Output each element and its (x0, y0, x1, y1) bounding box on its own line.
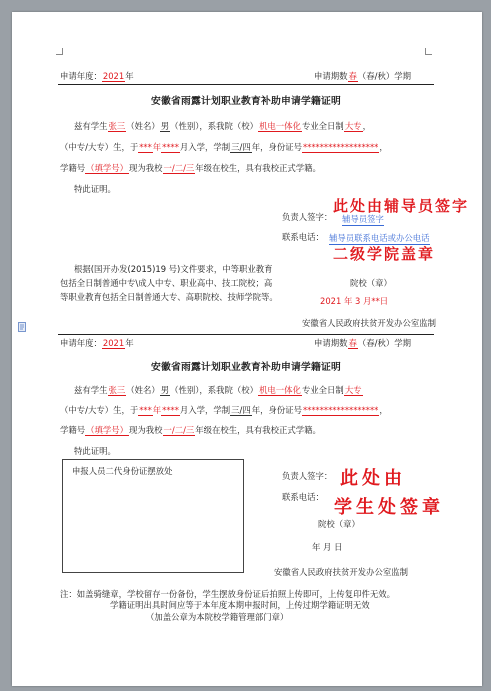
overlay-student-office-sign: 此处由 (340, 468, 406, 489)
contact-hint: 辅导员联系电话或办公电话 (329, 233, 430, 243)
form-line-3: 学籍号（填学号）现为我校一/二/三年级在校生，具有我校正式学籍。 (60, 163, 321, 173)
supervisor-label: 安徽省人民政府扶贫开发办公室监制 (274, 567, 408, 577)
overlay-student-office-seal: 学生处签章 (334, 497, 444, 518)
application-period: 申请期数春（春/秋）学期 (314, 71, 411, 81)
header-rule (58, 84, 434, 85)
contact-field: 联系电话： (282, 492, 324, 502)
signer-field: 负责人签字： (282, 471, 333, 481)
form-line-2: （中专/大专）生，于***年****月入学，学制三/四年，身份证号******************， (60, 405, 388, 415)
signer-hint: 辅导员签字 (342, 214, 384, 224)
contact-field: 联系电话： (282, 232, 324, 242)
application-year: 申请年度：2021年 (60, 338, 134, 348)
school-seal-label: 院校（章） (318, 519, 360, 529)
form-line-3: 学籍号（填学号）现为我校一/二/三年级在校生，具有我校正式学籍。 (60, 425, 321, 435)
overlay-college-seal: 二级学院盖章 (333, 245, 436, 263)
supervisor-label: 安徽省人民政府扶贫开发办公室监制 (302, 318, 436, 328)
crop-mark (56, 48, 63, 55)
policy-line-3: 等职业教育包括全日制普通大专、高职院校、技师学院等。 (60, 292, 278, 302)
id-card-photo-label: 申报人员二代身份证摆放处 (72, 466, 173, 476)
certify-text: 特此证明。 (74, 446, 116, 456)
document-page (12, 12, 482, 686)
paragraph-icon (18, 322, 28, 333)
issue-date: 2021 年 3 月**日 (320, 296, 389, 306)
section-divider (58, 334, 434, 335)
form-title: 安徽省雨露计划职业教育补助申请学籍证明 (151, 96, 341, 107)
note-line-3: （加盖公章为本院校学籍管理部门章） (146, 612, 289, 622)
note-line-1: 注：如盖骑缝章，学校留存一份备份，学生摆放身份证后拍照上传即可，上传复印件无效。 (60, 589, 395, 599)
policy-line-1: 根据(国开办发(2015)19 号)文件要求，中等职业教育 (74, 264, 273, 274)
crop-mark (425, 48, 432, 55)
certify-text: 特此证明。 (74, 184, 116, 194)
form-title: 安徽省雨露计划职业教育补助申请学籍证明 (151, 362, 341, 373)
id-card-photo-box (62, 459, 244, 573)
policy-line-2: 包括全日制普通中专\成人中专、职业高中、技工院校；高 (60, 278, 273, 288)
form-line-2: （中专/大专）生，于***年****月入学，学制三/四年，身份证号******************， (60, 142, 388, 152)
school-seal-label: 院校（章） (350, 278, 392, 288)
issue-date: 年 月 日 (312, 542, 343, 552)
note-line-2: 学籍证明出具时间应等于本年度本期申报时间，上传过期学籍证明无效 (110, 600, 370, 610)
form-line-1: 兹有学生张三（姓名）男（性别），系我院（校）机电一体化专业全日制大专， (74, 121, 371, 131)
application-period: 申请期数春（春/秋）学期 (314, 338, 411, 348)
application-year: 申请年度：2021年 (60, 71, 134, 81)
signer-field: 负责人签字： (282, 212, 333, 222)
overlay-counselor-sign: 此处由辅导员签字 (333, 197, 470, 215)
form-line-1: 兹有学生张三（姓名）男（性别），系我院（校）机电一体化专业全日制大专 (74, 385, 362, 395)
